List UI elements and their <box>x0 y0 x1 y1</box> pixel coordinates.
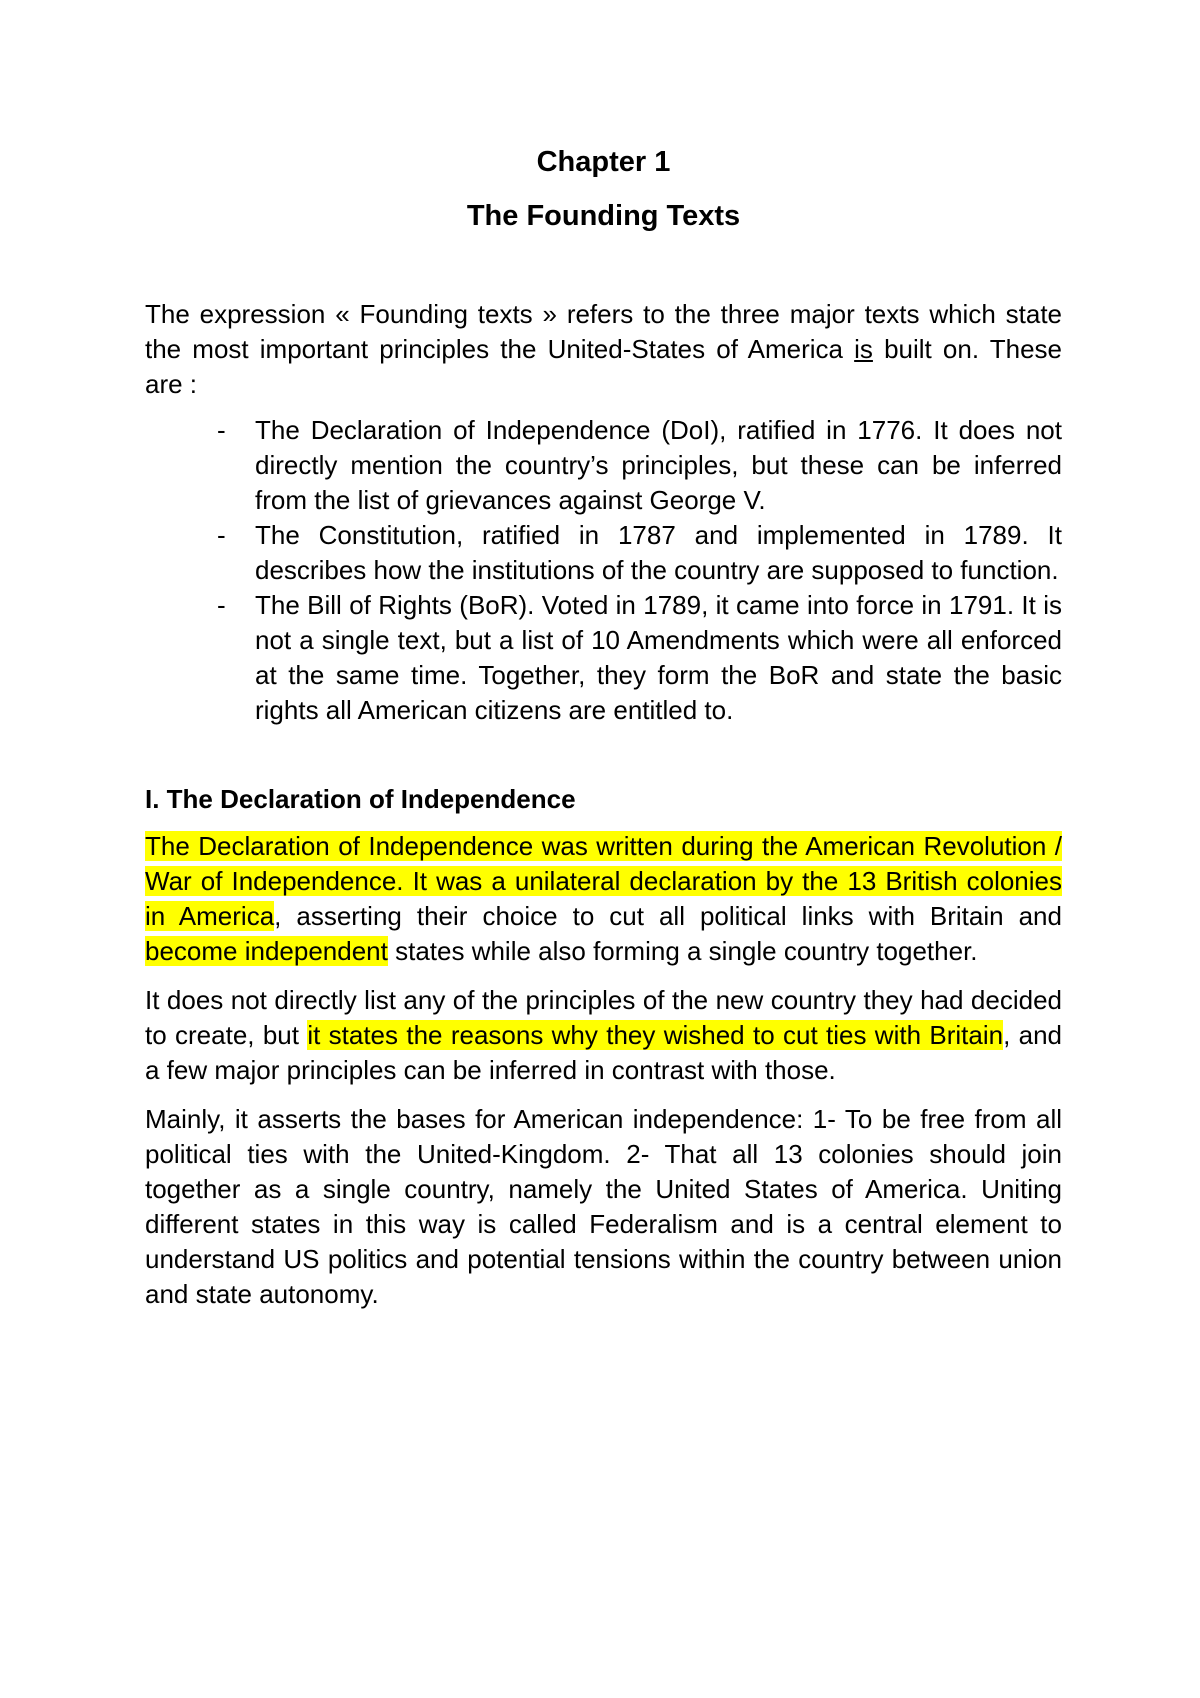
chapter-title: The Founding Texts <box>466 200 741 232</box>
highlighted-text: The Declaration of Independence was written during the American Revolution / War of Independence. It was a unilateral declaration by the 13 British colonies in America <box>145 831 1062 931</box>
highlighted-text: it states the reasons why they wished to cut ties with Britain <box>307 1020 1004 1050</box>
chapter-number: Chapter 1 <box>536 146 671 178</box>
list-item-declaration <box>145 413 1062 518</box>
highlighted-text: become independent <box>145 936 388 966</box>
intro-underlined-word: is <box>854 334 873 364</box>
list-item-text: The Declaration of Independence (DoI), ratified in 1776. It does not directly mention the country’s principles, but these can be inferred from the list of grievances against George V. <box>255 415 1062 515</box>
intro-text-part2: built on. These are : <box>145 334 1062 399</box>
paragraph-text: , and a few major principles can be inferred in contrast with those. <box>145 1020 1062 1085</box>
founding-texts-list <box>145 413 1062 728</box>
intro-text-part1: The expression « Founding texts » refers to the three major texts which state the most important principles the United-States of America <box>145 299 1062 364</box>
list-dash: - <box>217 415 226 445</box>
paragraph-text: , asserting their choice to cut all political links with Britain and <box>274 901 1062 931</box>
paragraph-text: states while also forming a single country together. <box>387 936 978 966</box>
intro-paragraph <box>145 297 1062 402</box>
paragraph-text: It does not directly list any of the principles of the new country they had decided to create, but <box>145 985 1062 1050</box>
section-heading: I. The Declaration of Independence <box>145 784 576 814</box>
declaration-paragraph-2 <box>145 983 1062 1088</box>
list-item-text: The Bill of Rights (BoR). Voted in 1789, it came into force in 1791. It is not a single text, but a list of 10 Amendments which were all enforced at the same time. Together, they form the BoR and state the basic rights all American citizens are entitled to. <box>255 590 1062 725</box>
list-dash: - <box>217 520 226 550</box>
list-dash: - <box>217 590 226 620</box>
declaration-paragraph-1 <box>145 829 1062 969</box>
declaration-paragraph-3: Mainly, it asserts the bases for American independence: 1- To be free from all political ties with the United-Kingdom. 2- That all 13 colonies should join together as a single country, namely the United States of America. Uniting different states in this way is called Federalism and is a central element to understand US politics and potential tensions within the country between union and state autonomy. <box>145 1104 1062 1309</box>
list-item-text: The Constitution, ratified in 1787 and implemented in 1789. It describes how the institutions of the country are supposed to function. <box>255 520 1062 585</box>
list-item-bill-of-rights <box>145 588 1062 728</box>
list-item-constitution <box>145 518 1062 588</box>
page-content <box>145 140 1062 1312</box>
